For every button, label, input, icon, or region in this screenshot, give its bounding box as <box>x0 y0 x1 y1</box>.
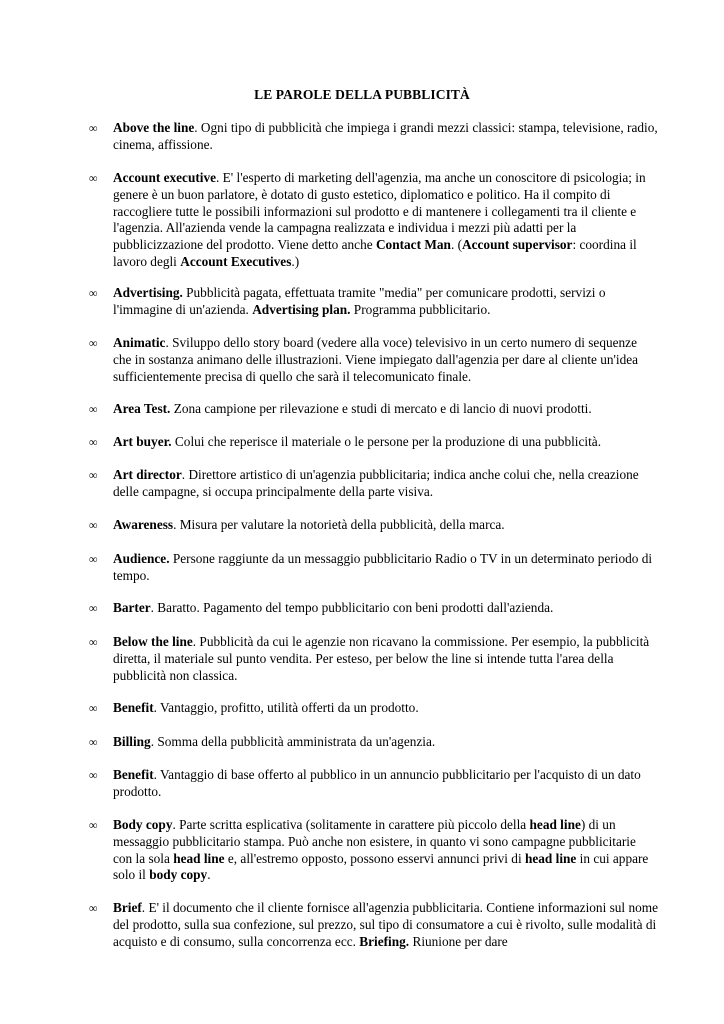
glossary-entry <box>113 285 658 319</box>
entry-term: Audience. <box>113 551 170 566</box>
entry-text: . ( <box>450 237 463 253</box>
entry-text: . E' il documento che il cliente fornisce all'agenzia pubblicitaria. Contiene informazioni sul nome del prodotto, sulla sua confezione, sul prezzo, sul tipo di consumatore a cui è rivolto, sulle modalità di acquisto e di consumo, sulla concorrenza ecc. <box>113 900 658 949</box>
bullet-icon: ∞ <box>89 286 98 300</box>
entry-text: . E' l'esperto di marketing dell'agenzia, ma anche un conoscitore di psicologia; in genere è un buon parlatore, è dotato di gusto estetico, diplomatico e politico. Ha il compito di raccogliere tutte le possibili informazioni sul prodotto e di mantenere i collegamenti tra il cliente e l'agenzia. All'azienda vende la campagna realizzata e individua i mezzi più adatti per la pubblicizzazione del prodotto. Viene detto anche <box>113 170 646 253</box>
entry-term: Above the line <box>113 120 195 135</box>
entry-text: Riunione per dare <box>409 933 508 949</box>
entry-term: head line <box>529 817 581 832</box>
entry-term: Barter <box>113 600 151 615</box>
bullet-icon: ∞ <box>89 768 98 782</box>
entry-term: Billing <box>113 734 151 749</box>
entry-term: Brief <box>113 900 142 915</box>
entry-term: Advertising plan. <box>252 301 351 317</box>
entry-text: . Vantaggio di base offerto al pubblico in un annuncio pubblicitario per l'acquisto di un dato prodotto. <box>113 767 641 799</box>
glossary-entry <box>113 434 658 451</box>
bullet-icon: ∞ <box>89 435 98 449</box>
entry-term: Benefit <box>113 767 154 782</box>
entry-term: Awareness <box>113 517 174 532</box>
entry-text: . Direttore artistico di un'agenzia pubblicitaria; indica anche colui che, nella creazione delle campagne, si occupa principalmente della parte visiva. <box>113 467 639 499</box>
glossary-entry <box>113 467 658 501</box>
entry-term: Animatic <box>113 335 166 350</box>
entry-text: in cui appare solo il <box>113 850 649 883</box>
bullet-icon: ∞ <box>89 635 98 649</box>
entry-term: body copy <box>149 867 208 883</box>
glossary-entry <box>113 734 658 751</box>
entry-term: head line <box>524 850 577 866</box>
bullet-icon: ∞ <box>89 901 98 915</box>
glossary-entry <box>113 401 658 418</box>
bullet-icon: ∞ <box>89 171 98 185</box>
entry-text: . Misura per valutare la notorietà della pubblicità, della marca. <box>173 517 505 532</box>
glossary-entry <box>113 767 658 801</box>
entry-term: Benefit <box>113 700 154 715</box>
entry-term: Body copy <box>113 817 173 832</box>
entry-text: ) di un messaggio pubblicitario stampa. Può anche non esistere, in quanto vi sono campagne pubblicitarie con la sola <box>113 817 636 866</box>
entry-text: Programma pubblicitario. <box>350 301 491 317</box>
entry-term: head line <box>173 850 225 866</box>
bullet-icon: ∞ <box>89 601 98 615</box>
glossary-entry <box>113 900 658 950</box>
bullet-icon: ∞ <box>89 735 98 749</box>
bullet-icon: ∞ <box>89 336 98 350</box>
glossary-entry <box>113 634 658 684</box>
bullet-icon: ∞ <box>89 468 98 482</box>
entry-term: Account executive <box>113 170 217 185</box>
glossary-entry <box>113 120 658 154</box>
entry-term: Contact Man <box>375 237 451 253</box>
entry-text: : coordina il lavoro degli <box>113 237 637 269</box>
glossary-entry <box>113 600 658 617</box>
entry-term: Below the line <box>113 634 193 649</box>
glossary-entry <box>113 551 658 585</box>
glossary-entry <box>113 517 658 534</box>
glossary-entry <box>113 700 658 717</box>
entry-term: Account supervisor <box>462 237 573 253</box>
entry-text: . <box>207 867 211 883</box>
entry-term: Art director <box>113 467 182 482</box>
entry-text: e, all'estremo opposto, possono esservi annunci privi di <box>224 850 525 866</box>
bullet-icon: ∞ <box>89 701 98 715</box>
glossary-entry <box>113 335 658 385</box>
entry-text: . Ogni tipo di pubblicità che impiega i grandi mezzi classici: stampa, televisione, radio, cinema, affissione. <box>113 120 658 152</box>
entry-term: Briefing. <box>359 933 410 949</box>
bullet-icon: ∞ <box>89 518 98 532</box>
entry-text: . Sviluppo dello story board (vedere alla voce) televisivo in un certo numero di sequenze che in sostanza animano delle illustrazioni. Viene impiegato dall'agenzia per dare al cliente un'idea sufficientemente precisa di quello che sarà il telecomunicato finale. <box>113 335 639 384</box>
bullet-icon: ∞ <box>89 402 98 416</box>
entry-text: Pubblicità pagata, effettuata tramite "media" per comunicare prodotti, servizi o l'immagine di un'azienda. <box>113 285 606 317</box>
entry-text: Persone raggiunte da un messaggio pubblicitario Radio o TV in un determinato periodo di tempo. <box>113 551 653 583</box>
entry-text: Colui che reperisce il materiale o le persone per la produzione di una pubblicità. <box>171 434 602 449</box>
entry-text: . Vantaggio, profitto, utilità offerti da un prodotto. <box>153 700 419 715</box>
entry-text: . Pubblicità da cui le agenzie non ricavano la commissione. Per esempio, la pubblicità diretta, il materiale sul punto vendita. Per esteso, per below the line si intende tutta l'area della pubblicità non classica. <box>113 634 650 683</box>
bullet-icon: ∞ <box>89 818 98 832</box>
page-title: LE PAROLE DELLA PUBBLICITÀ <box>254 87 470 102</box>
entry-term: Account Executives <box>180 253 292 269</box>
entry-text: . Somma della pubblicità amministrata da un'agenzia. <box>150 734 436 749</box>
entry-term: Area Test. <box>113 401 171 416</box>
entry-text: Zona campione per rilevazione e studi di mercato e di lancio di nuovi prodotti. <box>170 401 592 416</box>
entry-text: . Parte scritta esplicativa (solitamente in carattere più piccolo della <box>172 817 530 832</box>
entry-term: Advertising. <box>113 285 183 300</box>
glossary-entry <box>113 170 658 271</box>
bullet-icon: ∞ <box>89 552 98 566</box>
glossary-entry <box>113 817 658 884</box>
entry-text: .) <box>291 253 300 269</box>
bullet-icon: ∞ <box>89 121 98 135</box>
entry-term: Art buyer. <box>113 434 172 449</box>
entry-text: . Baratto. Pagamento del tempo pubblicitario con beni prodotti dall'azienda. <box>150 600 554 615</box>
